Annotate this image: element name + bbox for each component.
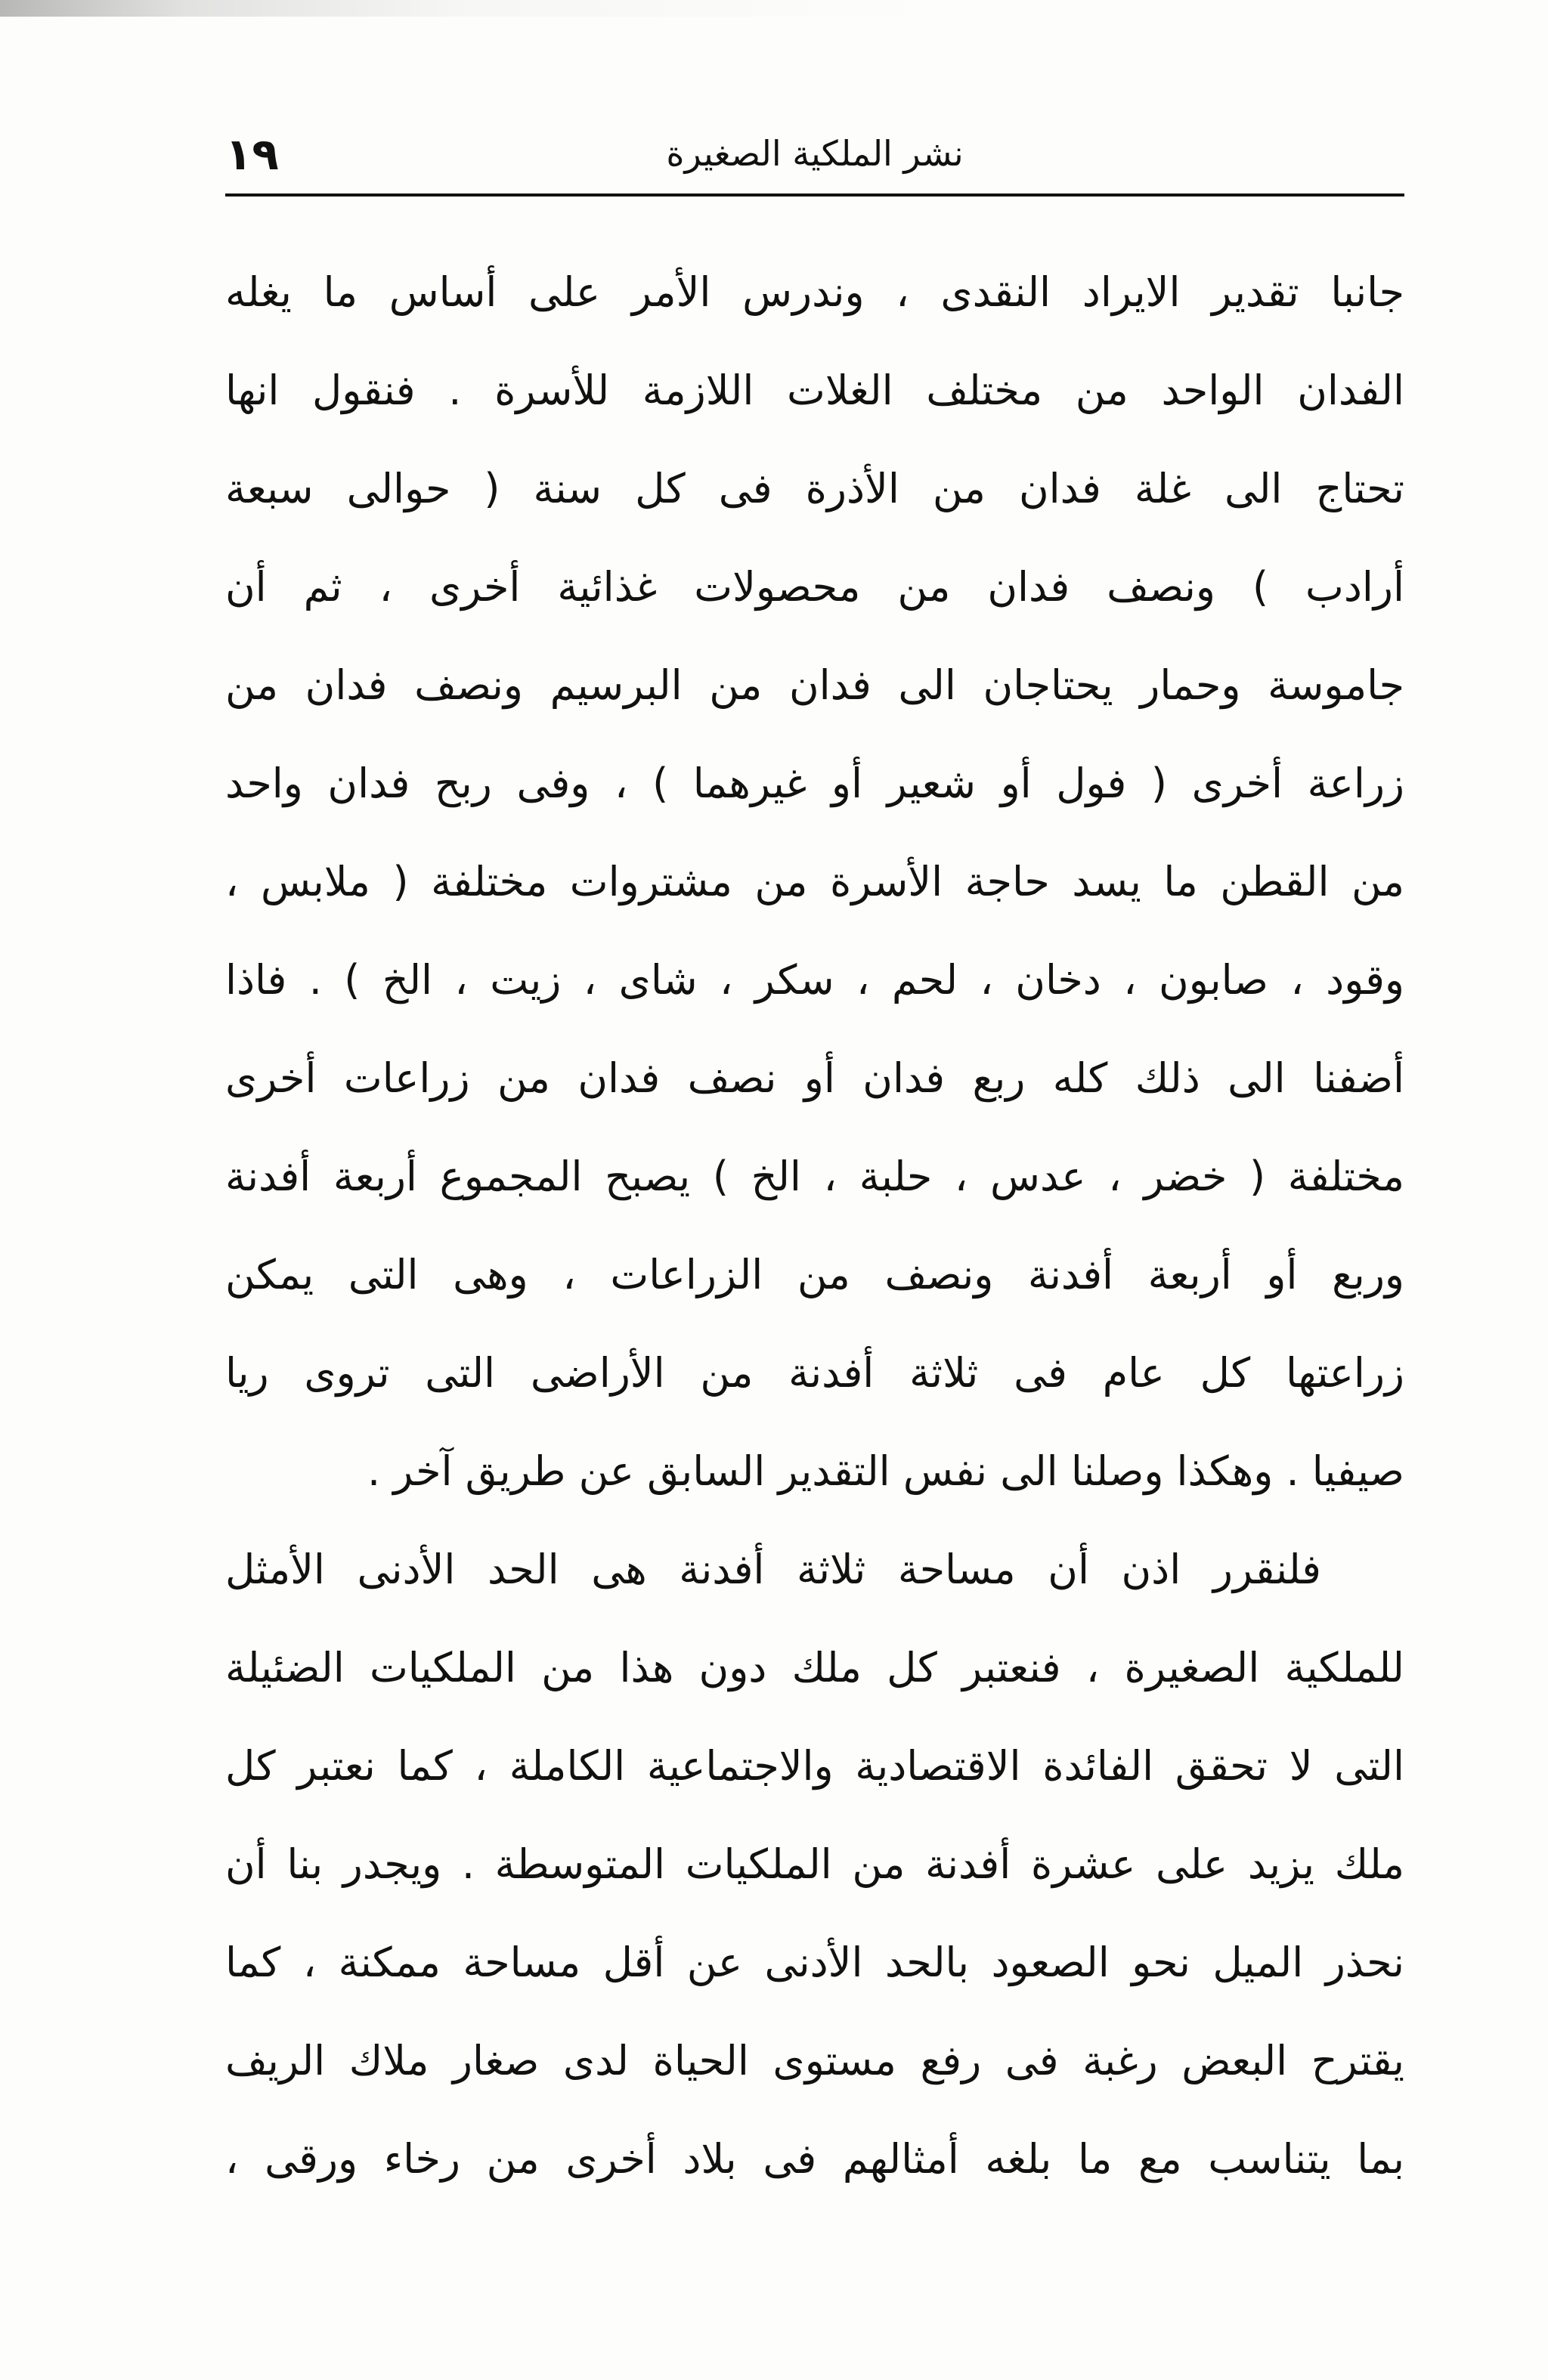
text-line: نحذر الميل نحو الصعود بالحد الأدنى عن أقل مساحة ممكنة ، كما — [225, 1939, 1404, 1986]
text-line: صيفيا . وهكذا وصلنا الى نفس التقدير السابق عن طريق آخر . — [367, 1447, 1404, 1495]
text-line: وقود ، صابون ، دخان ، لحم ، سكر ، شاى ، زيت ، الخ ) . فاذا — [225, 956, 1404, 1004]
paragraph-2 — [225, 1521, 1404, 2208]
text-line: يقترح البعض رغبة فى رفع مستوى الحياة لدى صغار ملاك الريف — [225, 2037, 1404, 2084]
text-line: من القطن ما يسد حاجة الأسرة من مشتروات مختلفة ( ملابس ، — [225, 858, 1404, 905]
text-line: جانبا تقدير الايراد النقدى ، وندرس الأمر على أساس ما يغله — [225, 268, 1404, 316]
text-line: زراعة أخرى ( فول أو شعير أو غيرهما ) ، وفى ربح فدان واحد — [225, 760, 1404, 807]
text-line: فلنقرر اذن أن مساحة ثلاثة أفدنة هى الحد الأدنى الأمثل — [225, 1546, 1321, 1593]
running-title: نشر الملكية الصغيرة — [666, 133, 964, 174]
paragraph-1 — [225, 243, 1404, 1521]
text-line: أرادب ) ونصف فدان من محصولات غذائية أخرى ، ثم أن — [225, 563, 1404, 611]
text-line: مختلفة ( خضر ، عدس ، حلبة ، الخ ) يصبح المجموع أربعة أفدنة — [225, 1153, 1404, 1200]
text-line: زراعتها كل عام فى ثلاثة أفدنة من الأراضى التى تروى ريا — [225, 1349, 1404, 1397]
text-line: للملكية الصغيرة ، فنعتبر كل ملك دون هذا من الملكيات الضئيلة — [225, 1644, 1404, 1691]
text-line: جاموسة وحمار يحتاجان الى فدان من البرسيم ونصف فدان من — [225, 661, 1404, 709]
header-rule — [225, 193, 1404, 197]
text-line: أضفنا الى ذلك كله ربع فدان أو نصف فدان من زراعات أخرى — [225, 1054, 1404, 1102]
text-line: ملك يزيد على عشرة أفدنة من الملكيات المتوسطة . ويجدر بنا أن — [225, 1840, 1404, 1888]
text-line: بما يتناسب مع ما بلغه أمثالهم فى بلاد أخرى من رخاء ورقى ، — [225, 2135, 1404, 2183]
scan-edge-shadow — [0, 0, 1548, 17]
text-line: التى لا تحقق الفائدة الاقتصادية والاجتماعية الكاملة ، كما نعتبر كل — [225, 1742, 1404, 1790]
text-line: الفدان الواحد من مختلف الغلات اللازمة للأسرة . فنقول انها — [225, 367, 1404, 414]
page-number: ١٩ — [225, 128, 279, 180]
text-line: وربع أو أربعة أفدنة ونصف من الزراعات ، وهى التى يمكن — [225, 1251, 1404, 1298]
text-line: تحتاج الى غلة فدان من الأذرة فى كل سنة ( حوالى سبعة — [225, 465, 1404, 512]
page-header — [225, 128, 1404, 200]
body-text — [225, 243, 1404, 2329]
